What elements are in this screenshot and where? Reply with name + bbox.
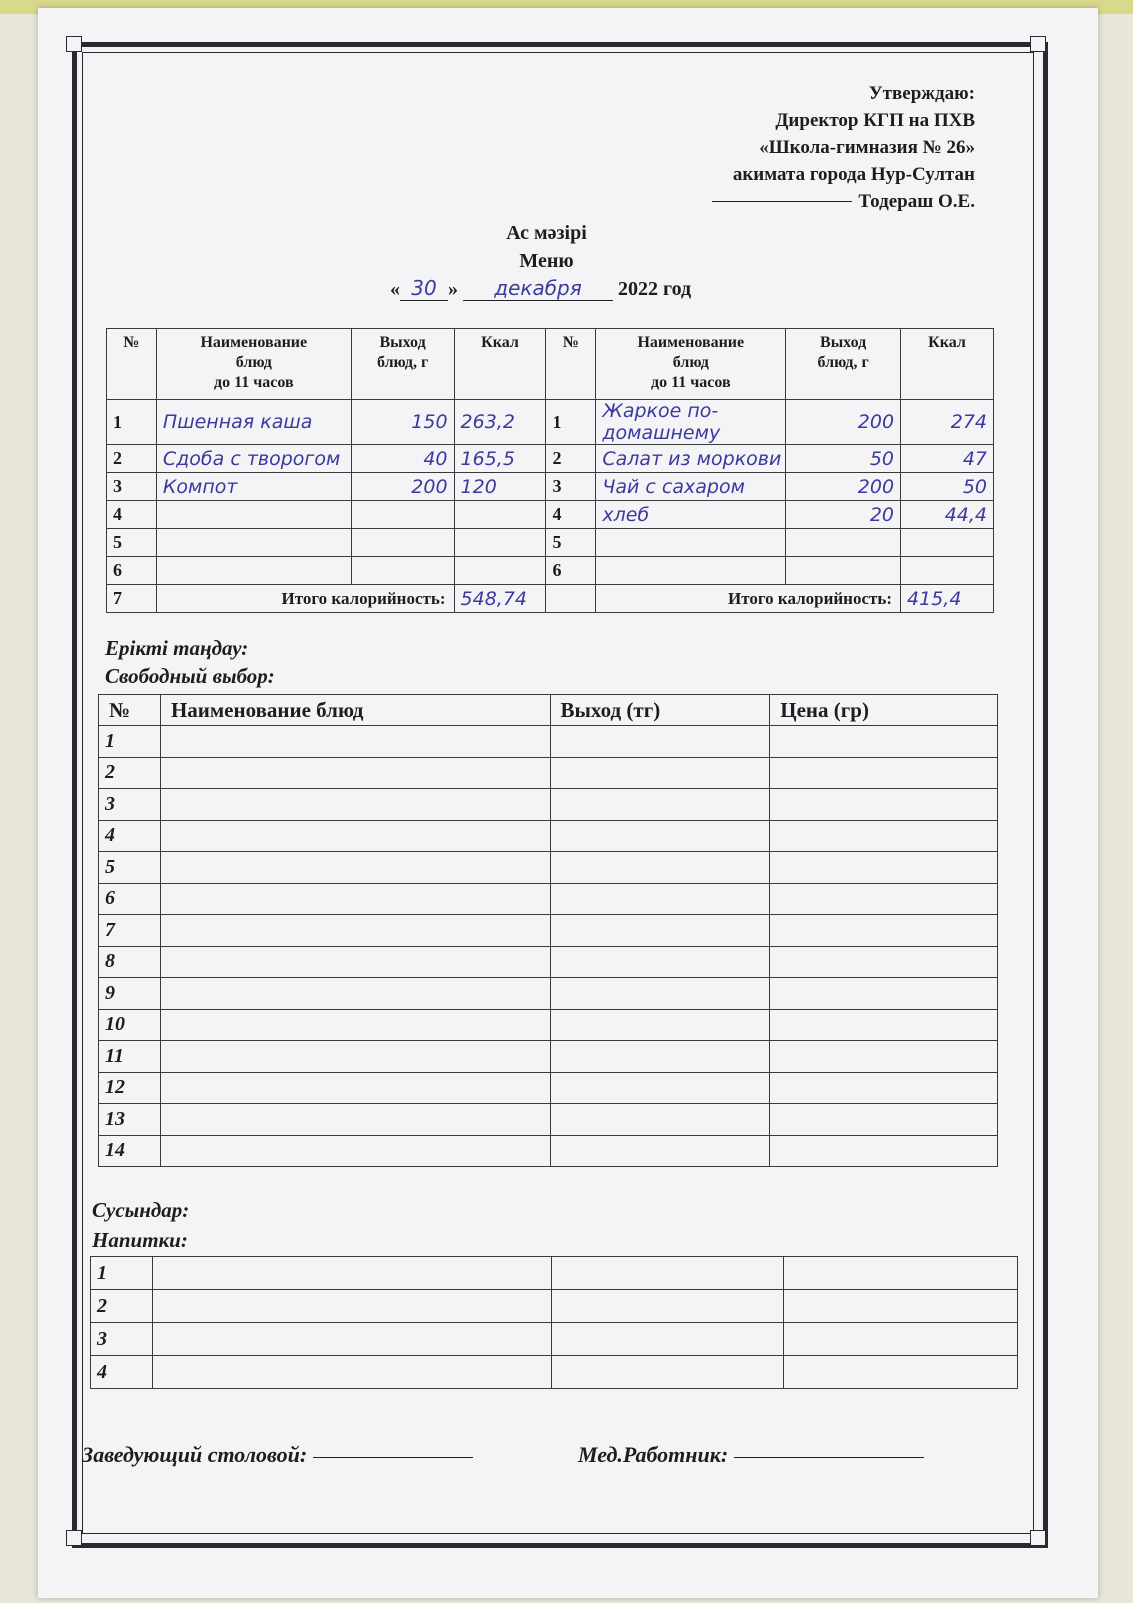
row-num: 6 (107, 557, 157, 585)
frame-corner (1030, 36, 1046, 52)
col-yield: Выход (тг) (550, 695, 770, 726)
row-num: 3 (99, 789, 161, 821)
dish-kcal (901, 529, 994, 557)
dish-yield (786, 529, 901, 557)
dish-price-cell (770, 1135, 998, 1167)
dish-price-cell (770, 946, 998, 978)
total-row-num: 7 (107, 585, 157, 613)
col-num: № (99, 695, 161, 726)
dish-price-cell (770, 915, 998, 947)
dish-price-cell (770, 789, 998, 821)
dish-name (156, 529, 351, 557)
col-name (156, 329, 351, 400)
dish-yield: 50 (786, 445, 901, 473)
dish-yield: 20 (786, 501, 901, 529)
free-choice-row (99, 1041, 998, 1073)
dish-kcal: 47 (901, 445, 994, 473)
total-label-right: Итого калорийность: (596, 585, 901, 613)
canteen-head-signature (82, 1442, 473, 1468)
col-yield (786, 329, 901, 400)
drink-name-cell (152, 1323, 552, 1356)
dish-name: Чай с сахаром (596, 473, 786, 501)
dish-yield-cell (550, 757, 770, 789)
row-num: 6 (99, 883, 161, 915)
date-quote-close: » (448, 278, 458, 300)
dish-name: Компот (156, 473, 351, 501)
drinks-row (91, 1290, 1018, 1323)
menu-row (107, 557, 994, 585)
dish-name-cell (160, 852, 550, 884)
header-text: до 11 часов (651, 374, 731, 391)
signature-line (313, 1456, 473, 1458)
dish-name-cell (160, 726, 550, 758)
menu-table-body (107, 400, 994, 585)
dish-kcal (454, 557, 546, 585)
free-choice-row (99, 1072, 998, 1104)
row-num: 13 (99, 1104, 161, 1136)
drink-yield-cell (552, 1356, 784, 1389)
empty-cell (546, 585, 596, 613)
dish-yield-cell (550, 946, 770, 978)
row-num: 4 (546, 501, 596, 529)
row-num: 1 (99, 726, 161, 758)
free-choice-table (98, 694, 998, 1167)
menu-row (107, 501, 994, 529)
dish-name (156, 557, 351, 585)
drinks-label-kz: Сусындар: (92, 1198, 190, 1222)
dish-name: Пшенная каша (156, 400, 351, 445)
col-num: № (107, 329, 157, 400)
row-num: 4 (99, 820, 161, 852)
dish-price-cell (770, 978, 998, 1010)
dish-name (596, 529, 786, 557)
dish-kcal: 165,5 (454, 445, 546, 473)
row-num: 4 (107, 501, 157, 529)
free-choice-body (99, 726, 998, 1167)
col-price: Цена (гр) (770, 695, 998, 726)
row-num: 14 (99, 1135, 161, 1167)
drink-price-cell (784, 1257, 1018, 1290)
dish-yield (786, 557, 901, 585)
row-num: 6 (546, 557, 596, 585)
col-num: № (546, 329, 596, 400)
med-worker-label: Мед.Работник: (578, 1442, 729, 1467)
menu-total-row (107, 585, 994, 613)
dish-name-cell (160, 1104, 550, 1136)
dish-name: хлеб (596, 501, 786, 529)
free-choice-row (99, 978, 998, 1010)
dish-name-cell (160, 1041, 550, 1073)
menu-date (390, 276, 691, 301)
free-choice-row (99, 883, 998, 915)
dish-kcal (901, 557, 994, 585)
approval-line: «Школа-гимназия № 26» (759, 137, 975, 158)
drink-price-cell (784, 1290, 1018, 1323)
col-name: Наименование блюд (160, 695, 550, 726)
row-num: 3 (546, 473, 596, 501)
drinks-label-ru: Напитки: (92, 1228, 188, 1252)
dish-price-cell (770, 1104, 998, 1136)
dish-yield-cell (550, 789, 770, 821)
free-choice-label-ru: Свободный выбор: (105, 664, 275, 688)
signature-line (712, 201, 852, 202)
dish-price-cell (770, 852, 998, 884)
dish-kcal: 120 (454, 473, 546, 501)
dish-yield-cell (550, 1041, 770, 1073)
approval-signature-row (712, 188, 975, 215)
dish-price-cell (770, 1009, 998, 1041)
signer-name: Тодераш О.Е. (858, 191, 975, 212)
free-choice-row (99, 820, 998, 852)
dish-name-cell (160, 820, 550, 852)
dish-name-cell (160, 789, 550, 821)
dish-price-cell (770, 883, 998, 915)
dish-yield-cell (550, 1135, 770, 1167)
menu-table-header (107, 329, 994, 400)
col-kcal: Ккал (901, 329, 994, 400)
dish-name: Жаркое по-домашнему (596, 400, 786, 445)
drinks-row (91, 1323, 1018, 1356)
dish-yield: 40 (351, 445, 454, 473)
free-choice-row (99, 946, 998, 978)
row-num: 10 (99, 1009, 161, 1041)
dish-name-cell (160, 1009, 550, 1041)
dish-yield: 200 (786, 400, 901, 445)
header-text: блюд, г (817, 354, 869, 371)
free-choice-row (99, 852, 998, 884)
col-name (596, 329, 786, 400)
row-num: 1 (107, 400, 157, 445)
free-choice-row (99, 726, 998, 758)
dish-name (156, 501, 351, 529)
dish-yield-cell (550, 883, 770, 915)
dish-name-cell (160, 883, 550, 915)
drink-yield-cell (552, 1323, 784, 1356)
menu-row (107, 529, 994, 557)
free-choice-row (99, 1104, 998, 1136)
menu-row (107, 473, 994, 501)
dish-name (596, 557, 786, 585)
row-num: 12 (99, 1072, 161, 1104)
header-text: Выход (379, 334, 426, 351)
row-num: 9 (99, 978, 161, 1010)
drink-name-cell (152, 1257, 552, 1290)
menu-row (107, 400, 994, 445)
row-num: 4 (91, 1356, 153, 1389)
row-num: 3 (107, 473, 157, 501)
dish-name-cell (160, 915, 550, 947)
total-kcal-left: 548,74 (454, 585, 546, 613)
dish-kcal: 263,2 (454, 400, 546, 445)
free-choice-row (99, 915, 998, 947)
free-choice-row (99, 1135, 998, 1167)
row-num: 8 (99, 946, 161, 978)
row-num: 2 (107, 445, 157, 473)
menu-row (107, 445, 994, 473)
approval-line: Утверждаю: (868, 83, 975, 104)
dish-yield-cell (550, 1104, 770, 1136)
dish-yield (351, 557, 454, 585)
frame-corner (1030, 1530, 1046, 1546)
dish-yield-cell (550, 820, 770, 852)
dish-yield: 200 (786, 473, 901, 501)
date-quote-open: « (390, 278, 400, 300)
dish-yield-cell (550, 1072, 770, 1104)
dish-yield-cell (550, 852, 770, 884)
total-kcal-right: 415,4 (901, 585, 994, 613)
row-num: 2 (546, 445, 596, 473)
drink-yield-cell (552, 1257, 784, 1290)
drink-price-cell (784, 1323, 1018, 1356)
med-worker-signature (578, 1442, 924, 1468)
row-num: 1 (91, 1257, 153, 1290)
date-year: 2022 год (618, 278, 692, 300)
drink-name-cell (152, 1356, 552, 1389)
row-num: 1 (546, 400, 596, 445)
dish-kcal: 274 (901, 400, 994, 445)
dish-price-cell (770, 1072, 998, 1104)
drinks-row (91, 1356, 1018, 1389)
dish-yield: 200 (351, 473, 454, 501)
drink-price-cell (784, 1356, 1018, 1389)
dish-kcal: 44,4 (901, 501, 994, 529)
header-text: до 11 часов (214, 374, 294, 391)
drink-name-cell (152, 1290, 552, 1323)
dish-price-cell (770, 757, 998, 789)
approval-block (712, 80, 975, 215)
dish-yield (351, 529, 454, 557)
dish-price-cell (770, 820, 998, 852)
row-num: 3 (91, 1323, 153, 1356)
dish-yield-cell (550, 726, 770, 758)
free-choice-row (99, 1009, 998, 1041)
dish-yield (351, 501, 454, 529)
frame-corner (66, 1530, 82, 1546)
date-month: декабря (463, 276, 613, 301)
row-num: 11 (99, 1041, 161, 1073)
total-label-left: Итого калорийность: (156, 585, 454, 613)
col-kcal: Ккал (454, 329, 546, 400)
row-num: 2 (99, 757, 161, 789)
dish-kcal (454, 529, 546, 557)
dish-yield-cell (550, 978, 770, 1010)
signature-line (734, 1456, 924, 1458)
dish-name: Салат из моркови (596, 445, 786, 473)
approval-line: Директор КГП на ПХВ (775, 110, 975, 131)
dish-yield: 150 (351, 400, 454, 445)
free-choice-header (99, 695, 998, 726)
dish-price-cell (770, 726, 998, 758)
row-num: 2 (91, 1290, 153, 1323)
dish-name: Сдоба с творогом (156, 445, 351, 473)
header-text: блюд (672, 354, 709, 371)
header-text: блюд (235, 354, 272, 371)
date-day: 30 (400, 276, 448, 301)
row-num: 5 (546, 529, 596, 557)
drinks-body (91, 1257, 1018, 1389)
dish-kcal: 50 (901, 473, 994, 501)
drinks-row (91, 1257, 1018, 1290)
row-num: 7 (99, 915, 161, 947)
free-choice-label-kz: Ерікті таңдау: (105, 636, 249, 660)
title-russian: Меню (519, 250, 574, 272)
dish-name-cell (160, 1135, 550, 1167)
dish-name-cell (160, 978, 550, 1010)
header-text: Наименование (200, 334, 308, 351)
header-text: Выход (820, 334, 867, 351)
row-num: 5 (107, 529, 157, 557)
dish-kcal (454, 501, 546, 529)
drinks-table (90, 1256, 1018, 1389)
dish-price-cell (770, 1041, 998, 1073)
dish-name-cell (160, 946, 550, 978)
free-choice-row (99, 757, 998, 789)
dish-yield-cell (550, 1009, 770, 1041)
title-kazakh: Ас мәзірі (506, 222, 587, 244)
dish-yield-cell (550, 915, 770, 947)
row-num: 5 (99, 852, 161, 884)
dish-name-cell (160, 1072, 550, 1104)
frame-corner (66, 36, 82, 52)
col-yield (351, 329, 454, 400)
menu-table (106, 328, 994, 613)
header-text: блюд, г (376, 354, 429, 371)
approval-line: акимата города Нур-Султан (732, 164, 975, 185)
canteen-head-label: Заведующий столовой: (82, 1442, 308, 1467)
drink-yield-cell (552, 1290, 784, 1323)
free-choice-row (99, 789, 998, 821)
dish-name-cell (160, 757, 550, 789)
header-text: Наименование (637, 334, 745, 351)
